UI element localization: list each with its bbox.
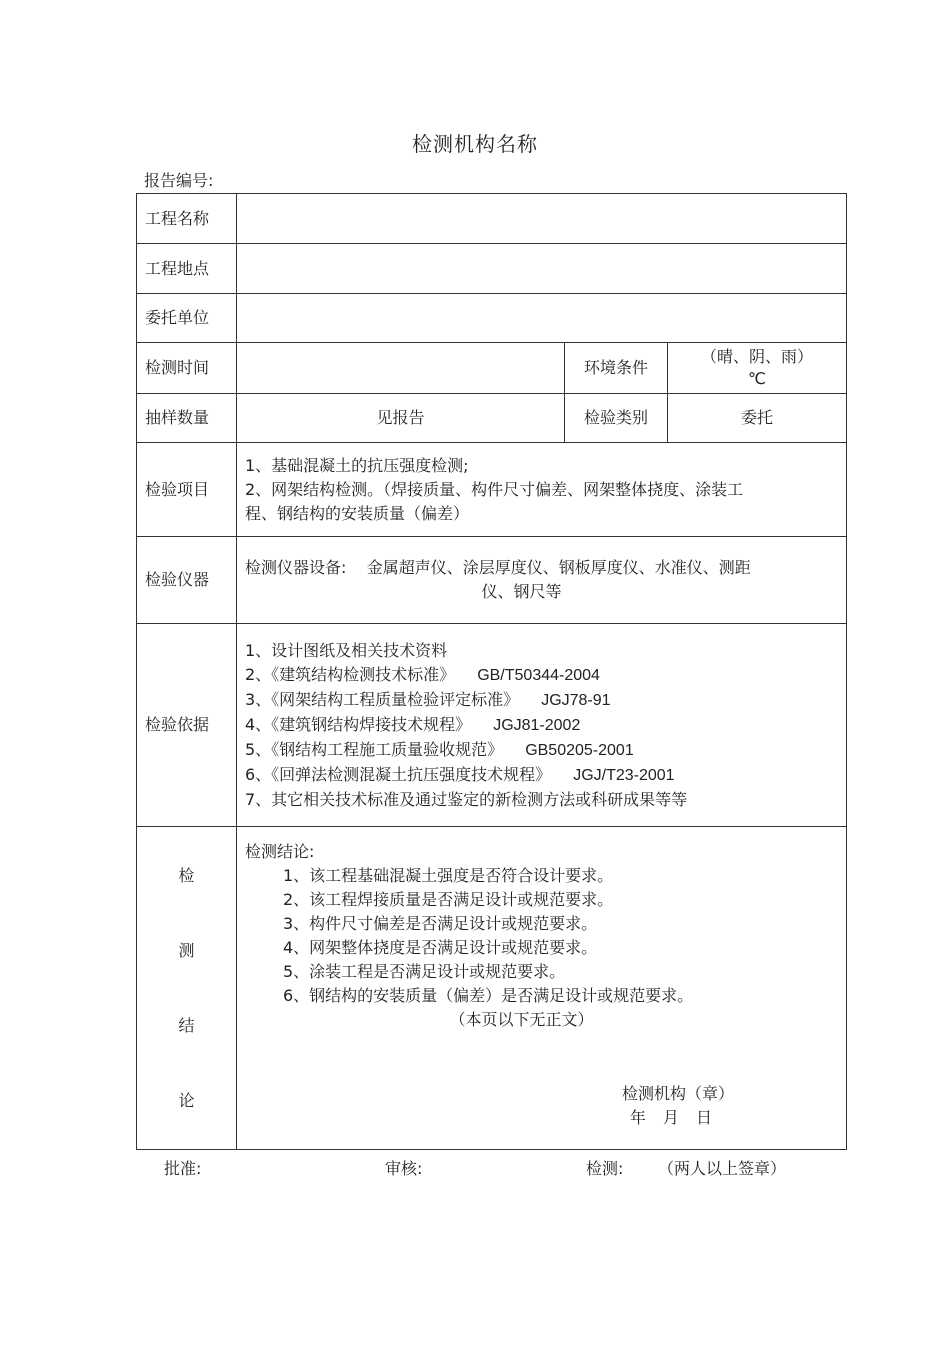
test-items-label: 检验项目 xyxy=(137,443,237,537)
basis-item-text: 7、其它相关技术标准及通过鉴定的新检测方法或科研成果等等 xyxy=(245,789,688,809)
basis-content xyxy=(237,624,847,827)
conclusion-label-char: 结 xyxy=(178,1016,195,1035)
basis-item xyxy=(245,788,838,812)
report-number-label: 报告编号: xyxy=(144,171,214,190)
conclusion-label-char: 论 xyxy=(178,1091,195,1110)
environment-weather: （晴、阴、雨） xyxy=(701,347,814,366)
signature-note: （两人以上签章） xyxy=(658,1159,787,1178)
basis-item xyxy=(245,663,838,688)
basis-item xyxy=(245,688,838,713)
review-label: 审核: xyxy=(385,1159,423,1178)
page-title: 检测机构名称 xyxy=(412,132,538,156)
test-time-value xyxy=(237,343,565,394)
basis-item-text: 3、《网架结构工程质量检验评定标准》 xyxy=(245,689,520,709)
report-table xyxy=(136,193,847,1150)
row-sample xyxy=(137,394,847,443)
test-label: 检测: xyxy=(586,1159,624,1178)
basis-item-text: 5、《钢结构工程施工质量验收规范》 xyxy=(245,739,504,759)
basis-item-code: JGJ78-91 xyxy=(541,691,611,709)
instruments-line: 仪、钢尺等 xyxy=(481,582,562,601)
test-items-content xyxy=(237,443,847,537)
basis-item-code: GB/T50344-2004 xyxy=(477,666,600,684)
row-project-location xyxy=(137,244,847,294)
instruments-line: 检测仪器设备: 金属超声仪、涂层厚度仪、钢板厚度仪、水准仪、测距 xyxy=(245,558,751,577)
row-conclusion xyxy=(137,827,847,1150)
category-label: 检验类别 xyxy=(565,394,668,443)
basis-item-code: JGJ/T23-2001 xyxy=(573,766,675,784)
sample-label: 抽样数量 xyxy=(137,394,237,443)
basis-item xyxy=(245,713,838,738)
test-item-line: 2、网架结构检测。（焊接质量、构件尺寸偏差、网架整体挠度、涂装工 xyxy=(245,479,744,499)
instruments-content xyxy=(237,537,847,624)
project-location-value xyxy=(237,244,847,294)
conclusion-label xyxy=(137,827,237,1150)
project-name-value xyxy=(237,194,847,244)
conclusion-item: 3、构件尺寸偏差是否满足设计或规范要求。 xyxy=(283,914,598,933)
client-value xyxy=(237,294,847,343)
conclusion-spacer xyxy=(245,1032,838,1082)
conclusion-content xyxy=(237,827,847,1150)
institution-stamp: 检测机构（章） xyxy=(622,1084,735,1103)
basis-item xyxy=(245,738,838,763)
basis-item xyxy=(245,763,838,788)
client-label: 委托单位 xyxy=(137,294,237,343)
row-basis xyxy=(137,624,847,827)
instruments-label: 检验仪器 xyxy=(137,537,237,624)
project-location-label: 工程地点 xyxy=(137,244,237,294)
basis-item-text: 6、《回弹法检测混凝土抗压强度技术规程》 xyxy=(245,764,552,784)
row-test-items xyxy=(137,443,847,537)
sample-value: 见报告 xyxy=(237,394,565,443)
row-test-time xyxy=(137,343,847,394)
basis-item-text: 2、《建筑结构检测技术标准》 xyxy=(245,664,456,684)
row-project-name xyxy=(137,194,847,244)
environment-temperature: ℃ xyxy=(748,369,766,388)
conclusion-item: 2、该工程焊接质量是否满足设计或规范要求。 xyxy=(283,890,614,909)
environment-label: 环境条件 xyxy=(565,343,668,394)
row-instruments xyxy=(137,537,847,624)
test-time-label: 检测时间 xyxy=(137,343,237,394)
approve-label: 批准: xyxy=(164,1159,202,1178)
conclusion-item: 6、钢结构的安装质量（偏差）是否满足设计或规范要求。 xyxy=(283,986,694,1005)
conclusion-heading: 检测结论: xyxy=(245,842,315,861)
conclusion-item: 4、网架整体挠度是否满足设计或规范要求。 xyxy=(283,938,598,957)
basis-item-code: GB50205-2001 xyxy=(525,741,634,759)
basis-item-code: JGJ81-2002 xyxy=(493,716,581,734)
basis-item-text: 1、设计图纸及相关技术资料 xyxy=(245,640,448,660)
basis-label: 检验依据 xyxy=(137,624,237,827)
conclusion-note: （本页以下无正文） xyxy=(449,1010,594,1029)
environment-value xyxy=(668,343,847,394)
conclusion-label-char: 检 xyxy=(178,866,195,885)
test-item-line: 程、钢结构的安装质量（偏差） xyxy=(245,503,470,523)
basis-item xyxy=(245,639,838,663)
stamp-date: 年 月 日 xyxy=(629,1108,719,1127)
category-value: 委托 xyxy=(668,394,847,443)
conclusion-item: 5、涂装工程是否满足设计或规范要求。 xyxy=(283,962,566,981)
conclusion-label-char: 测 xyxy=(178,941,195,960)
row-client xyxy=(137,294,847,343)
signature-footer xyxy=(0,1156,950,1180)
conclusion-item: 1、该工程基础混凝土强度是否符合设计要求。 xyxy=(283,866,614,885)
project-name-label: 工程名称 xyxy=(137,194,237,244)
basis-item-text: 4、《建筑钢结构焊接技术规程》 xyxy=(245,714,472,734)
test-item-line: 1、基础混凝土的抗压强度检测; xyxy=(245,455,469,475)
